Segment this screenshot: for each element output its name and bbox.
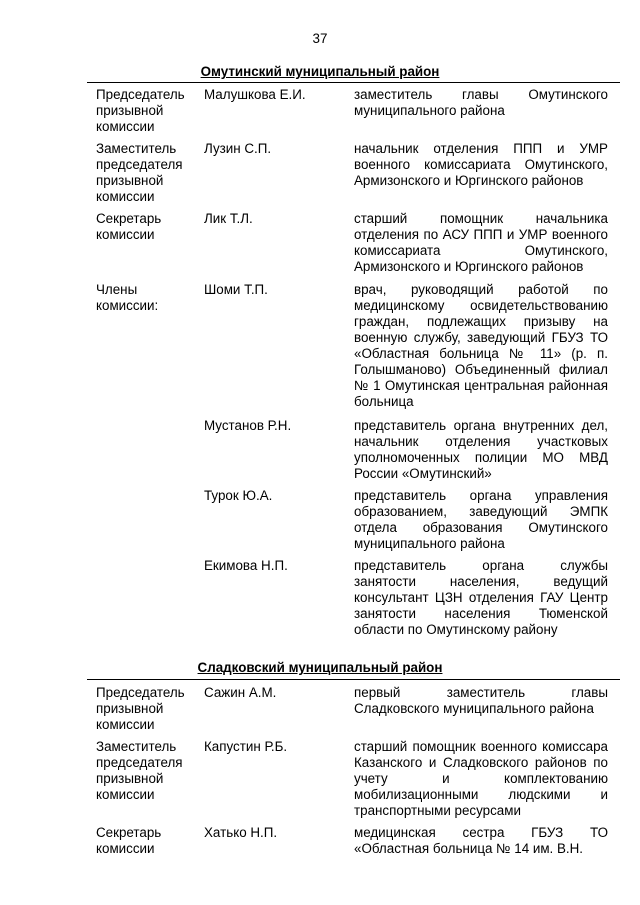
person-cell: Сажин А.М. (204, 685, 277, 700)
position-cell: старший помощник начальника отделения по АСУ ППП и УМР военного комиссариата Омутинского, Армизонского и Юргинского районов (354, 211, 608, 274)
person-cell: Лузин С.П. (204, 141, 272, 156)
position-cell: начальник отделения ППП и УМР военного комиссариата Омутинского, Армизонского и Юргинского районов (354, 141, 608, 188)
position-cell: представитель органа управления образованием, заведующий ЭМПК отдела образования Омутинского муниципального района (354, 488, 608, 551)
role-cell: Секретарь комиссии (96, 211, 162, 242)
position-cell: первый заместитель главы Сладковского муниципального района (354, 685, 608, 716)
person-cell: Лик Т.Л. (204, 211, 253, 226)
role-cell: Председатель призывной комиссии (96, 685, 185, 732)
role-cell: Председатель призывной комиссии (96, 87, 185, 134)
position-cell: старший помощник военного комиссара Казанского и Сладковского районов по учету и комплектованию мобилизационными людскими и транспортными ресурсами (354, 739, 608, 818)
person-cell: Шоми Т.П. (204, 282, 268, 297)
person-cell: Екимова Н.П. (204, 558, 288, 573)
person-cell: Хатько Н.П. (204, 825, 278, 840)
role-cell: Члены комиссии: (96, 282, 159, 313)
section-title-omutinsky: Омутинский муниципальный район (200, 64, 440, 79)
position-cell: представитель органа внутренних дел, начальник отделения участковых уполномоченных полиции МО МВД России «Омутинский» (354, 418, 608, 481)
section-title-sladkovsky: Сладковский муниципальный район (197, 660, 443, 675)
person-cell: Капустин Р.Б. (204, 739, 288, 754)
section-divider (87, 82, 620, 83)
position-cell: медицинская сестра ГБУЗ ТО «Областная больница № 14 им. В.Н. (354, 825, 608, 856)
role-cell: Заместитель председателя призывной комиссии (96, 141, 183, 204)
role-cell: Секретарь комиссии (96, 825, 162, 856)
role-cell: Заместитель председателя призывной комиссии (96, 739, 183, 802)
position-cell: врач, руководящий работой по медицинскому освидетельствованию граждан, подлежащих призыву на военную службу, заведующий ГБУЗ ТО «Областная больница № 11» (р. п. Голышманово) Объединенный филиал № 1 Омутинская центральная районная больница (354, 282, 608, 409)
page-number: 37 (312, 31, 328, 46)
person-cell: Мустанов Р.Н. (204, 418, 292, 433)
position-cell: представитель органа службы занятости населения, ведущий консультант ЦЗН отделения ГАУ Центр занятости населения Тюменской области по Омутинскому району (354, 558, 608, 637)
person-cell: Малушкова Е.И. (204, 87, 306, 102)
position-cell: заместитель главы Омутинского муниципального района (354, 87, 608, 118)
person-cell: Турок Ю.А. (204, 488, 273, 503)
section-divider (87, 679, 620, 680)
